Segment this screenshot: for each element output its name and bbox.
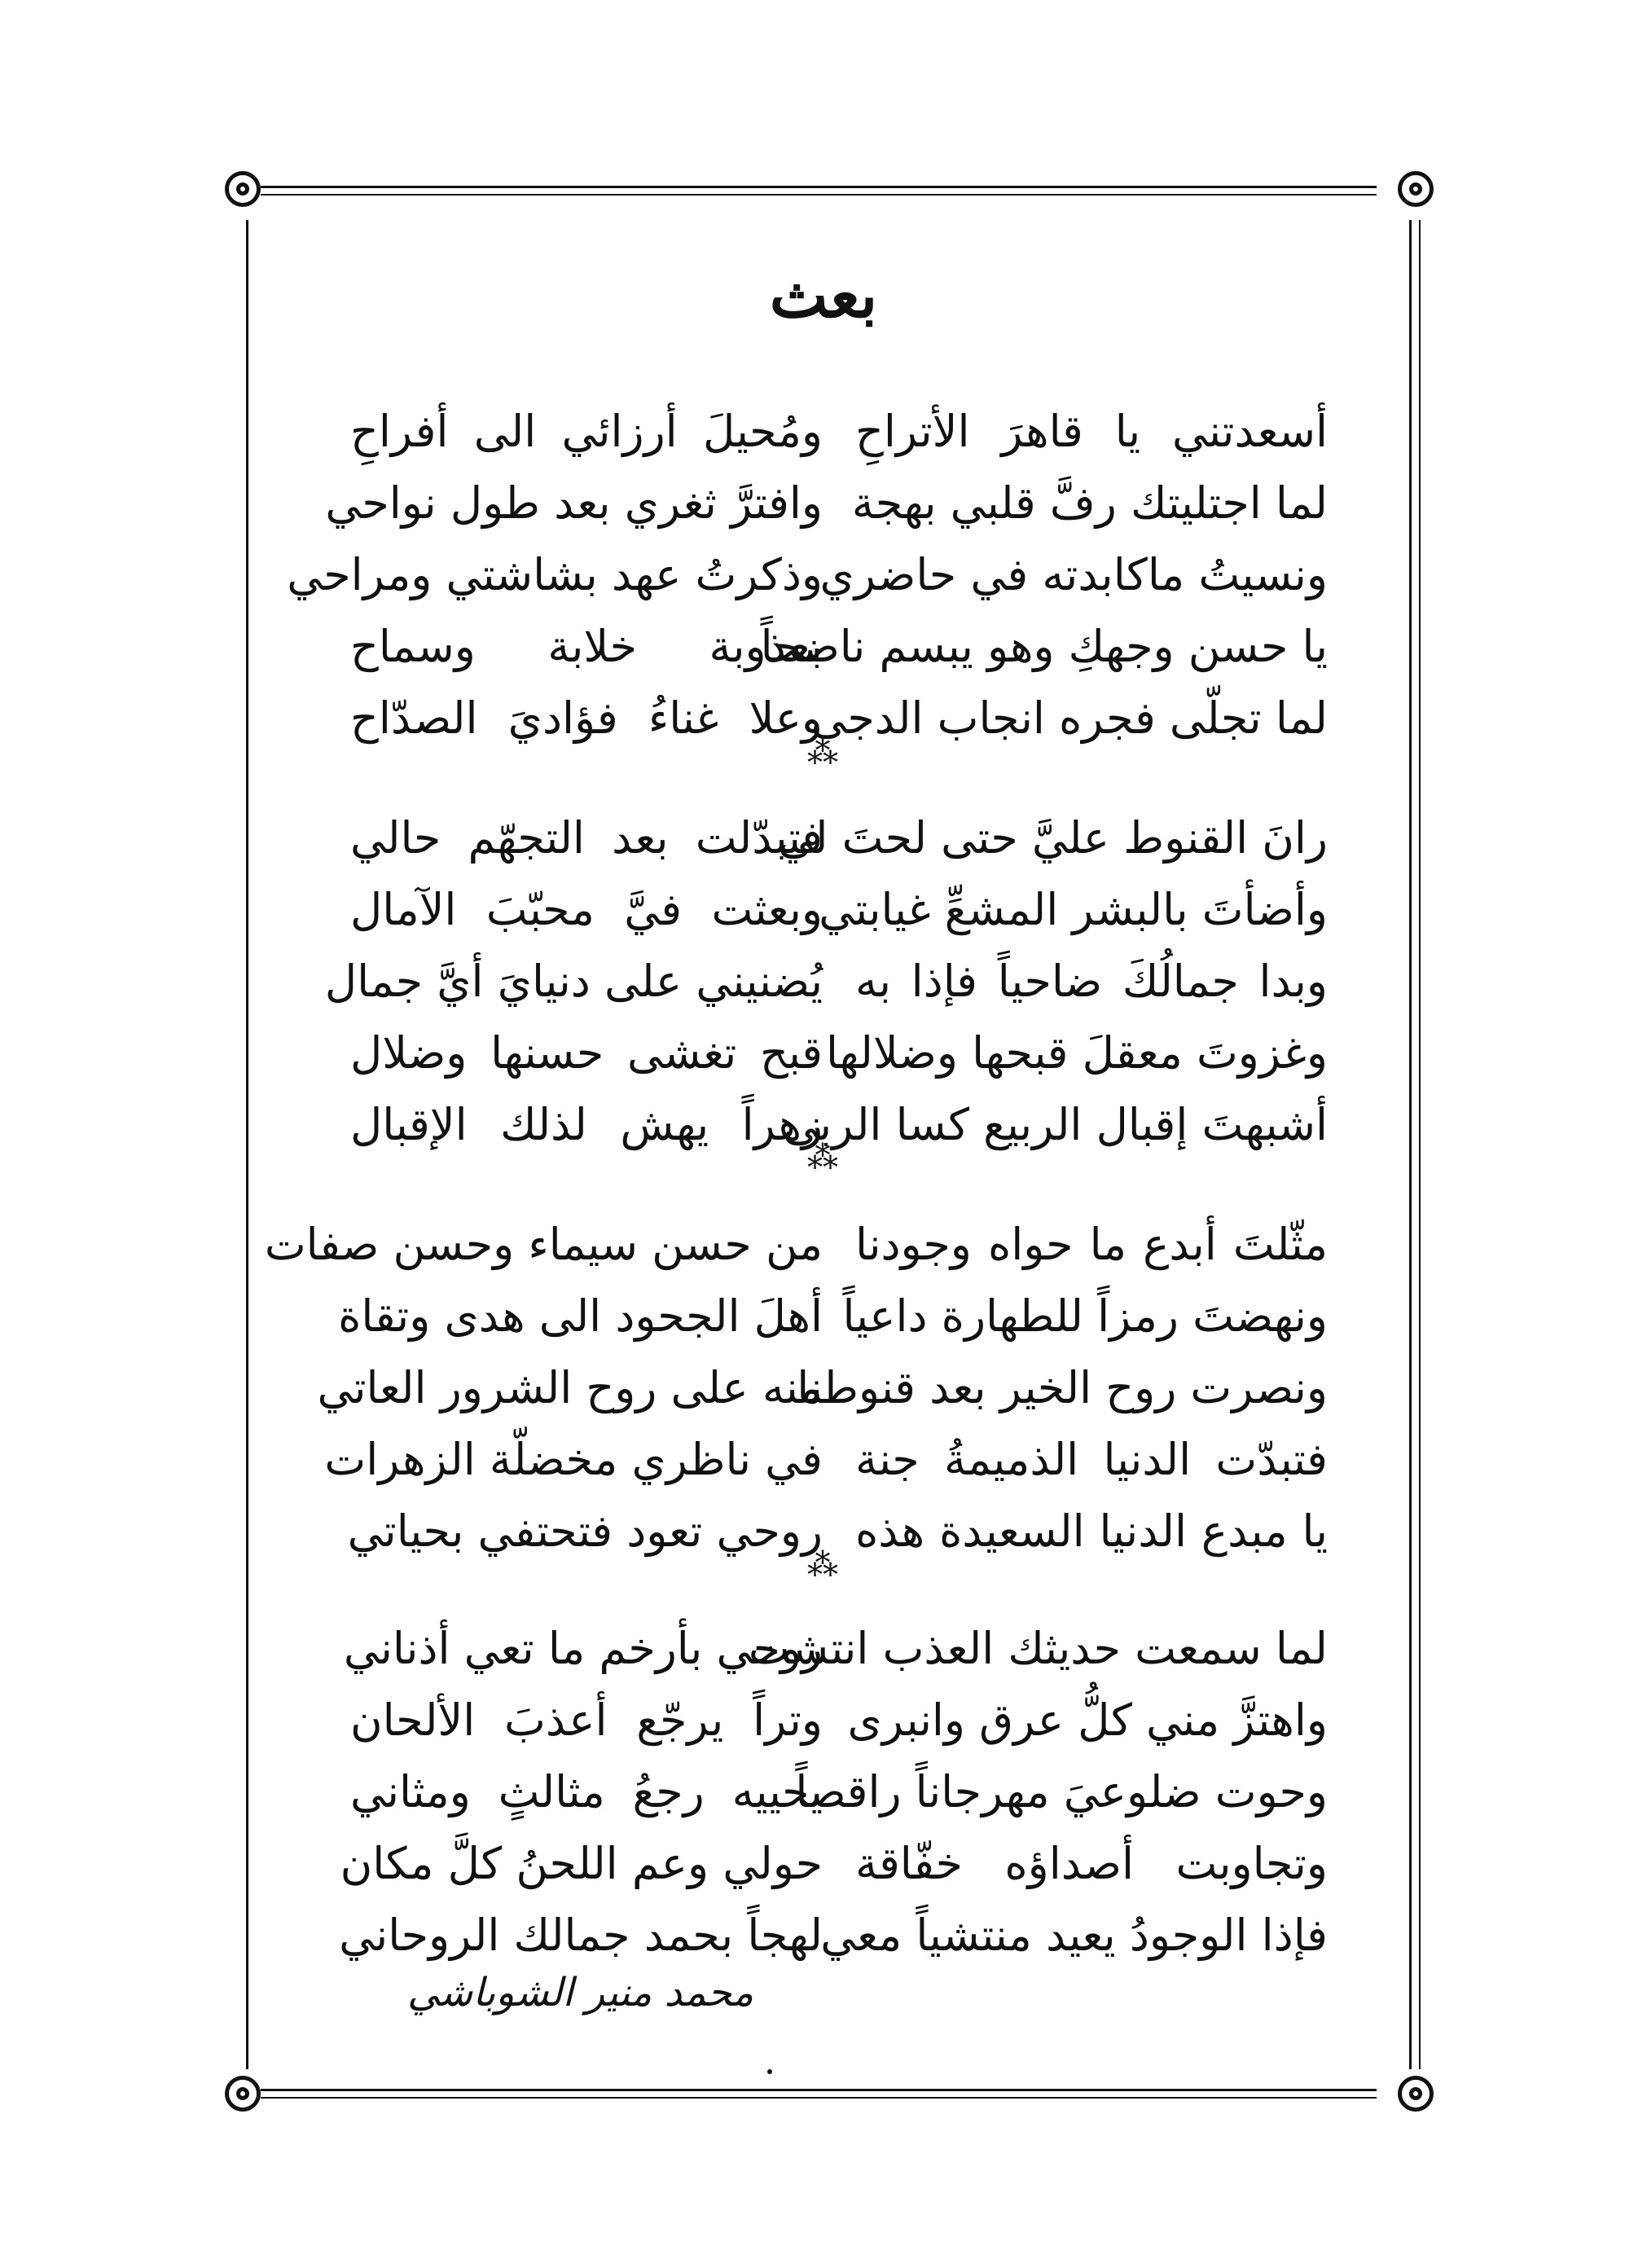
verse [318, 1828, 1328, 1900]
stanza-separator: ⁂ [807, 1140, 840, 1176]
verse [318, 396, 1328, 468]
first-hemistich: لما سمعت حديثك العذب انتشت [748, 1623, 1328, 1674]
verse [318, 468, 1328, 539]
poem-title: بعث [769, 259, 878, 332]
bottom-rule-inner [261, 2097, 1377, 2099]
second-hemistich: بعذوبة خلابة وسماح [350, 621, 823, 672]
verse [318, 1900, 1328, 1971]
second-hemistich: وبعثت فيَّ محبّبَ الآمال [350, 884, 823, 935]
first-hemistich: ونصرت روح الخير بعد قنوطنا [797, 1362, 1328, 1413]
second-hemistich: حولي وعم اللحنُ كلَّ مكان [340, 1838, 823, 1889]
author-signature: محمد منير الشوباشي [407, 1970, 754, 2015]
verse [318, 1281, 1328, 1352]
bottom-rule [261, 2089, 1377, 2091]
first-hemistich: أشبهتَ إقبال الربيع كسا الربى [783, 1099, 1328, 1150]
first-hemistich: فإذا الوجودُ يعيد منتشياً معي [820, 1910, 1328, 1961]
first-hemistich: يا مبدع الدنيا السعيدة هذه [855, 1505, 1328, 1557]
verse [318, 611, 1328, 683]
stanza-4 [318, 1613, 1328, 1971]
corner-ornament-top-right [1398, 171, 1434, 207]
stanza-3 [264, 1209, 1328, 1567]
second-hemistich: ومُحيلَ أرزائي الى أفراحِ [350, 406, 823, 457]
second-hemistich: فتبدّلت بعد التجهّم حالي [350, 812, 823, 864]
second-hemistich: روحي بأرخم ما تعي أذناني [343, 1623, 823, 1674]
second-hemistich: يحييه رجعُ مثالثٍ ومثاني [350, 1766, 823, 1817]
first-hemistich: وغزوتَ معقلَ قبحها وضلالها [826, 1027, 1328, 1079]
corner-ornament-bottom-left [225, 2076, 261, 2112]
second-hemistich: في ناظري مخضلّة الزهرات [324, 1434, 823, 1485]
verse [318, 1352, 1328, 1424]
second-hemistich: وعلا غناءُ فؤاديَ الصدّاح [350, 692, 823, 744]
first-hemistich: ونهضتَ رمزاً للطهارة داعياً [842, 1290, 1328, 1342]
stanza-2 [318, 802, 1328, 1161]
second-hemistich: منه على روح الشرور العاتي [317, 1362, 823, 1413]
verse [318, 946, 1328, 1018]
verse [318, 1424, 1328, 1496]
first-hemistich: وتجاوبت أصداؤه خفّاقة [855, 1838, 1328, 1889]
verse [318, 1018, 1328, 1089]
corner-ornament-top-left [225, 171, 261, 207]
stanza-separator: ⁂ [807, 1547, 840, 1583]
second-hemistich: يُضنيني على دنيايَ أيَّ جمال [324, 956, 823, 1007]
top-rule [261, 186, 1377, 188]
verse [318, 802, 1328, 874]
second-hemistich: من حسن سيماء وحسن صفات [264, 1219, 823, 1270]
second-hemistich: أهلَ الجحود الى هدى وتقاة [338, 1290, 823, 1342]
first-hemistich: وأضأتَ بالبشر المشعِّ غيابتي [819, 884, 1328, 935]
first-hemistich: لما تجلّى فجره انجاب الدجى [810, 692, 1328, 744]
first-hemistich: وبدا جمالُكَ ضاحياً فإذا به [855, 956, 1328, 1007]
second-hemistich: وافترَّ ثغري بعد طول نواحي [325, 477, 823, 529]
verse [264, 1209, 1328, 1281]
first-hemistich: فتبدّت الدنيا الذميمةُ جنة [855, 1434, 1328, 1485]
second-hemistich: روحي تعود فتحتفي بحياتي [347, 1505, 823, 1557]
verse [318, 1685, 1328, 1756]
first-hemistich: واهتزَّ مني كلُّ عرق وانبرى [847, 1694, 1328, 1746]
first-hemistich: وحوت ضلوعيَ مهرجاناً راقصاً [795, 1766, 1328, 1817]
stanza-separator: ⁂ [807, 735, 840, 771]
first-hemistich: رانَ القنوط عليَّ حتى لحتَ لي [777, 812, 1328, 864]
stanza-1 [287, 396, 1328, 754]
corner-ornament-bottom-right [1398, 2076, 1434, 2112]
print-mark [767, 2069, 772, 2074]
second-hemistich: لهجاً بحمد جمالك الروحاني [339, 1910, 823, 1961]
first-hemistich: أسعدتني يا قاهرَ الأتراحِ [855, 406, 1328, 457]
verse [318, 1756, 1328, 1828]
first-hemistich: لما اجتليتك رفَّ قلبي بهجة [851, 477, 1328, 529]
second-hemistich: قبح تغشى حسنها وضلال [350, 1027, 823, 1079]
second-hemistich: وتراً يرجّع أعذبَ الألحان [350, 1694, 823, 1746]
second-hemistich: زهراً يهش لذلك الإقبال [350, 1099, 823, 1150]
verse [318, 874, 1328, 946]
first-hemistich: ونسيتُ ماكابدته في حاضري [819, 549, 1328, 600]
second-hemistich: وذكرتُ عهد بشاشتي ومراحي [287, 549, 823, 600]
top-rule-inner [261, 194, 1377, 196]
verse [287, 539, 1328, 611]
verse [318, 1613, 1328, 1685]
first-hemistich: يا حسن وجهكِ وهو يبسم ناضحاً [760, 621, 1328, 672]
first-hemistich: مثّلتَ أبدع ما حواه وجودنا [855, 1219, 1328, 1270]
